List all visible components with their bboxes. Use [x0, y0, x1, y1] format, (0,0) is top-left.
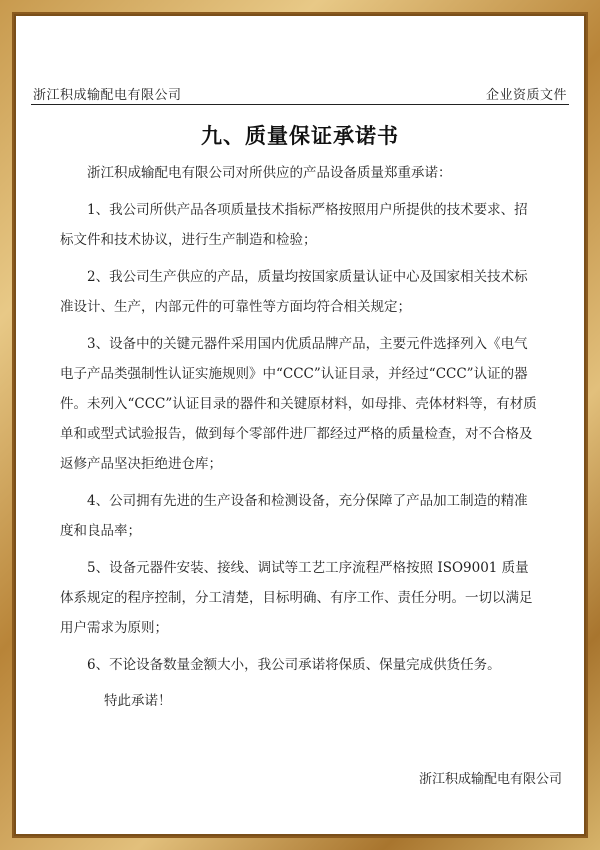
intro-paragraph: 浙江积成输配电有限公司对所供应的产品设备质量郑重承诺：: [87, 165, 452, 181]
header-company: 浙江积成输配电有限公司: [33, 88, 182, 103]
commitment-item-6: 6、不论设备数量金额大小，我公司承诺将保质、保量完成供货任务。: [87, 657, 501, 673]
commitment-item-5: 5、设备元器件安装、接线、调试等工艺工序流程严格按照 ISO9001 质量体系规定的程序控制，分工清楚，目标明确、有序工作、责任分明。一切以满足用户需求为原则；: [60, 560, 533, 636]
commitment-item-1: 1、我公司所供产品各项质量技术指标严格按照用户所提供的技术要求、招标文件和技术协议，进行生产制造和检验；: [60, 202, 528, 248]
signature-company: 浙江积成输配电有限公司: [418, 772, 562, 787]
document-body: [60, 158, 538, 716]
commitment-item-3: 3、设备中的关键元器件采用国内优质品牌产品，主要元件选择列入《电气电子产品类强制性认证实施规则》中“CCC”认证目录，并经过“CCC”认证的器件。未列入“CCC”认证目录的器件和关键原材料，如母排、壳体材料等，有材质单和或型式试验报告，做到每个零部件进厂都经过严格的质量检查，对不合格及返修产品坚决拒绝进仓库；: [60, 336, 537, 472]
document-title: 九、质量保证承诺书: [201, 123, 399, 148]
header-doc-type: 企业资质文件: [485, 88, 567, 103]
document-page: [16, 16, 584, 834]
commitment-item-4: 4、公司拥有先进的生产设备和检测设备，充分保障了产品加工制造的精准度和良品率；: [60, 493, 528, 539]
document-header: [31, 80, 569, 105]
commitment-item-2: 2、我公司生产供应的产品，质量均按国家质量认证中心及国家相关技术标准设计、生产，内部元件的可靠性等方面均符合相关规定；: [60, 269, 528, 315]
closing-statement: 特此承诺！: [104, 693, 172, 709]
